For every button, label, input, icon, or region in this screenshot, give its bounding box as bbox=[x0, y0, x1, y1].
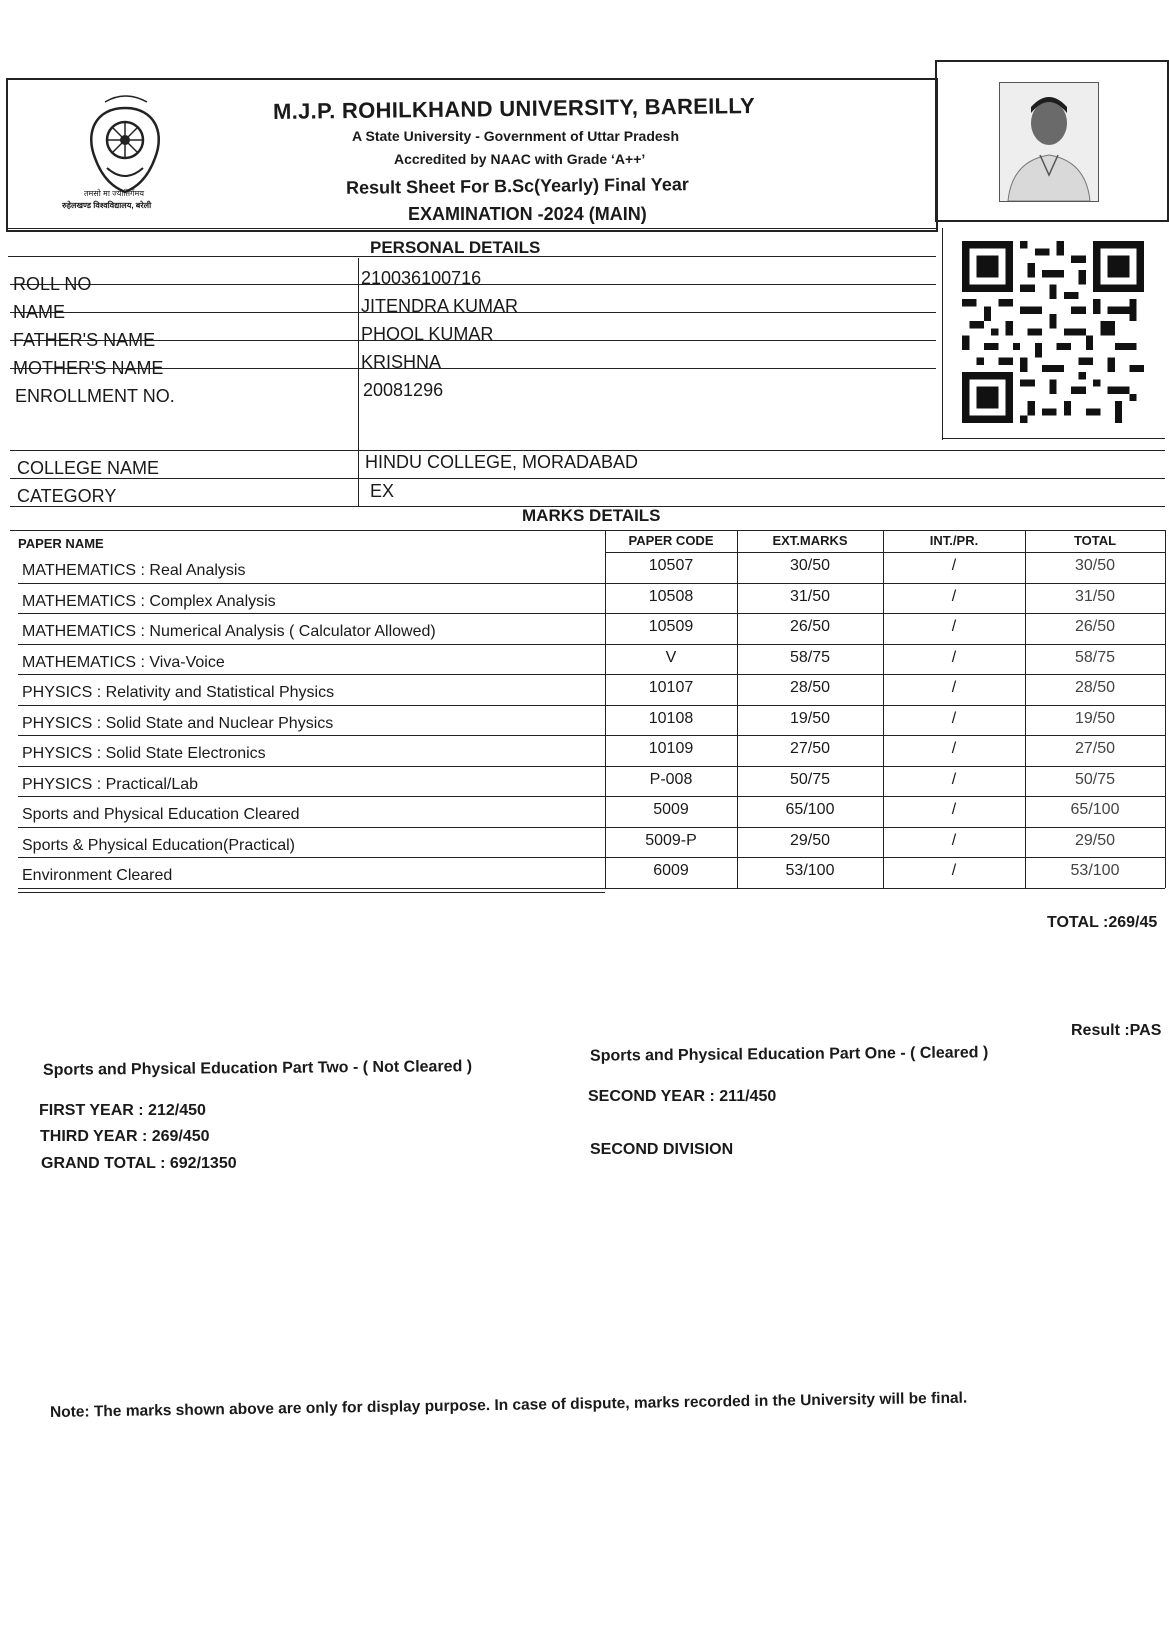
table-cell-ext: 29/50 bbox=[789, 831, 831, 849]
divider bbox=[605, 827, 1165, 828]
table-cell-paper: PHYSICS : Practical/Lab bbox=[22, 775, 199, 793]
divider bbox=[605, 613, 1165, 614]
table-cell-int: / bbox=[951, 587, 957, 605]
table-cell-total: 50/75 bbox=[1074, 770, 1116, 788]
table-cell-code: 5009 bbox=[653, 801, 689, 818]
divider bbox=[18, 827, 605, 828]
table-cell-total: 28/50 bbox=[1074, 679, 1116, 696]
divider bbox=[18, 888, 605, 889]
table-cell-ext: 53/100 bbox=[785, 862, 835, 879]
category-value: EX bbox=[370, 481, 395, 501]
paper-code-header: PAPER CODE bbox=[628, 533, 714, 548]
table-cell-int: / bbox=[951, 709, 957, 727]
display-note: Note: The marks shown above are only for display purpose. In case of dispute, marks recorded in the University will be final. bbox=[49, 1389, 968, 1421]
table-cell-code: 10509 bbox=[648, 618, 694, 635]
table-cell-int: / bbox=[951, 618, 957, 635]
roll-no-value: 210036100716 bbox=[361, 268, 482, 288]
table-cell-ext: 65/100 bbox=[785, 801, 835, 818]
table-cell-code: 5009-P bbox=[645, 831, 697, 849]
table-cell-int: / bbox=[951, 770, 957, 788]
result-status: Result :PAS bbox=[1071, 1022, 1162, 1039]
third-year-marks: THIRD YEAR : 269/450 bbox=[40, 1128, 210, 1145]
divider bbox=[18, 735, 605, 736]
divider bbox=[605, 674, 1165, 675]
ext-marks-header: EXT.MARKS bbox=[772, 533, 848, 548]
table-cell-paper: PHYSICS : Solid State Electronics bbox=[22, 745, 266, 762]
table-cell-int: / bbox=[951, 557, 957, 574]
roll-no-label: ROLL NO bbox=[13, 274, 92, 294]
first-year-marks: FIRST YEAR : 212/450 bbox=[39, 1102, 206, 1119]
fathers-name-value: PHOOL KUMAR bbox=[361, 324, 494, 344]
state-university-line: A State University - Government of Uttar Pradesh bbox=[352, 128, 680, 144]
table-cell-total: 30/50 bbox=[1074, 557, 1116, 574]
examination-title: EXAMINATION -2024 (MAIN) bbox=[408, 204, 647, 224]
table-cell-code: 10507 bbox=[648, 557, 694, 574]
divider bbox=[18, 705, 605, 706]
second-year-marks: SECOND YEAR : 211/450 bbox=[588, 1088, 777, 1105]
table-cell-int: / bbox=[951, 679, 957, 696]
table-cell-total: 19/50 bbox=[1074, 709, 1116, 727]
divider bbox=[18, 613, 605, 614]
table-cell-total: 31/50 bbox=[1074, 587, 1116, 605]
divider bbox=[18, 892, 605, 893]
table-cell-int: / bbox=[951, 801, 957, 818]
divider bbox=[18, 674, 605, 675]
table-cell-ext: 19/50 bbox=[789, 709, 831, 727]
grand-total-label: TOTAL :269/45 bbox=[1047, 914, 1158, 931]
paper-name-header: PAPER NAME bbox=[18, 536, 104, 551]
table-cell-code: 10107 bbox=[648, 679, 694, 696]
table-cell-code: P-008 bbox=[649, 770, 693, 788]
table-cell-ext: 27/50 bbox=[789, 740, 831, 757]
table-cell-int: / bbox=[951, 831, 957, 849]
personal-details-title: PERSONAL DETAILS bbox=[370, 238, 541, 257]
divider bbox=[18, 796, 605, 797]
divider bbox=[605, 888, 1165, 889]
table-cell-paper: Environment Cleared bbox=[22, 867, 173, 884]
grand-total-marks: GRAND TOTAL : 692/1350 bbox=[41, 1155, 237, 1172]
divider bbox=[1165, 530, 1166, 888]
logo-university-hindi: रुहेलखण्ड विश्वविद्यालय, बरेली bbox=[62, 201, 152, 210]
mothers-name-value: KRISHNA bbox=[361, 352, 442, 372]
mothers-name-label: MOTHER'S NAME bbox=[13, 358, 164, 378]
table-cell-paper: PHYSICS : Solid State and Nuclear Physics bbox=[22, 714, 334, 732]
divider bbox=[10, 530, 1165, 531]
table-cell-paper: Sports & Physical Education(Practical) bbox=[22, 836, 295, 854]
result-sheet-title: Result Sheet For B.Sc(Yearly) Final Year bbox=[345, 174, 689, 198]
fathers-name-label: FATHER'S NAME bbox=[13, 330, 156, 350]
table-cell-code: 10508 bbox=[648, 587, 694, 605]
table-cell-int: / bbox=[951, 648, 957, 666]
divider bbox=[18, 583, 605, 584]
table-cell-paper: PHYSICS : Relativity and Statistical Physics bbox=[22, 684, 335, 701]
divider bbox=[605, 705, 1165, 706]
divider bbox=[605, 766, 1165, 767]
accreditation-line: Accredited by NAAC with Grade ‘A++’ bbox=[394, 151, 646, 167]
table-cell-ext: 58/75 bbox=[789, 648, 831, 666]
table-cell-ext: 30/50 bbox=[789, 557, 831, 574]
table-cell-total: 26/50 bbox=[1074, 618, 1116, 635]
table-cell-total: 58/75 bbox=[1074, 648, 1116, 666]
division: SECOND DIVISION bbox=[590, 1141, 734, 1158]
table-cell-ext: 28/50 bbox=[789, 679, 831, 696]
college-name-label: COLLEGE NAME bbox=[17, 458, 160, 478]
category-label: CATEGORY bbox=[17, 486, 117, 506]
table-cell-paper: MATHEMATICS : Real Analysis bbox=[22, 562, 246, 579]
table-cell-ext: 31/50 bbox=[789, 587, 831, 605]
table-cell-total: 29/50 bbox=[1074, 831, 1116, 849]
divider bbox=[605, 552, 1165, 553]
divider bbox=[605, 857, 1165, 858]
int-pr-header: INT./PR. bbox=[929, 533, 979, 548]
sports-part-one: Sports and Physical Education Part One - ( Cleared ) bbox=[589, 1044, 989, 1065]
table-cell-code: V bbox=[665, 648, 677, 666]
table-cell-paper: MATHEMATICS : Viva-Voice bbox=[22, 653, 225, 671]
divider bbox=[605, 735, 1165, 736]
logo-motto: तमसो मा ज्योतिर्गमय bbox=[84, 189, 144, 198]
sports-part-two: Sports and Physical Education Part Two - ( Not Cleared ) bbox=[42, 1058, 473, 1079]
table-cell-paper: Sports and Physical Education Cleared bbox=[22, 806, 300, 823]
table-cell-ext: 50/75 bbox=[789, 770, 831, 788]
marks-details-title: MARKS DETAILS bbox=[522, 506, 661, 525]
table-cell-code: 10109 bbox=[648, 740, 694, 757]
name-value: JITENDRA KUMAR bbox=[361, 296, 519, 316]
enrollment-no-value: 20081296 bbox=[363, 380, 444, 400]
table-cell-ext: 26/50 bbox=[789, 618, 831, 635]
divider bbox=[18, 766, 605, 767]
table-cell-code: 6009 bbox=[653, 862, 689, 879]
university-name: M.J.P. ROHILKHAND UNIVERSITY, BAREILLY bbox=[272, 93, 756, 124]
college-name-value: HINDU COLLEGE, MORADABAD bbox=[365, 452, 639, 472]
table-cell-total: 65/100 bbox=[1070, 801, 1120, 818]
divider bbox=[605, 796, 1165, 797]
enrollment-no-label: ENROLLMENT NO. bbox=[15, 386, 175, 406]
table-cell-int: / bbox=[951, 740, 957, 757]
total-header: TOTAL bbox=[1073, 533, 1117, 548]
table-cell-code: 10108 bbox=[648, 709, 694, 727]
divider bbox=[605, 644, 1165, 645]
divider bbox=[18, 857, 605, 858]
divider bbox=[605, 583, 1165, 584]
table-cell-int: / bbox=[951, 862, 957, 879]
table-cell-total: 27/50 bbox=[1074, 740, 1116, 757]
name-label: NAME bbox=[13, 302, 66, 322]
divider bbox=[18, 644, 605, 645]
table-cell-paper: MATHEMATICS : Complex Analysis bbox=[22, 592, 276, 610]
table-cell-paper: MATHEMATICS : Numerical Analysis ( Calculator Allowed) bbox=[22, 623, 436, 640]
table-cell-total: 53/100 bbox=[1070, 862, 1120, 879]
